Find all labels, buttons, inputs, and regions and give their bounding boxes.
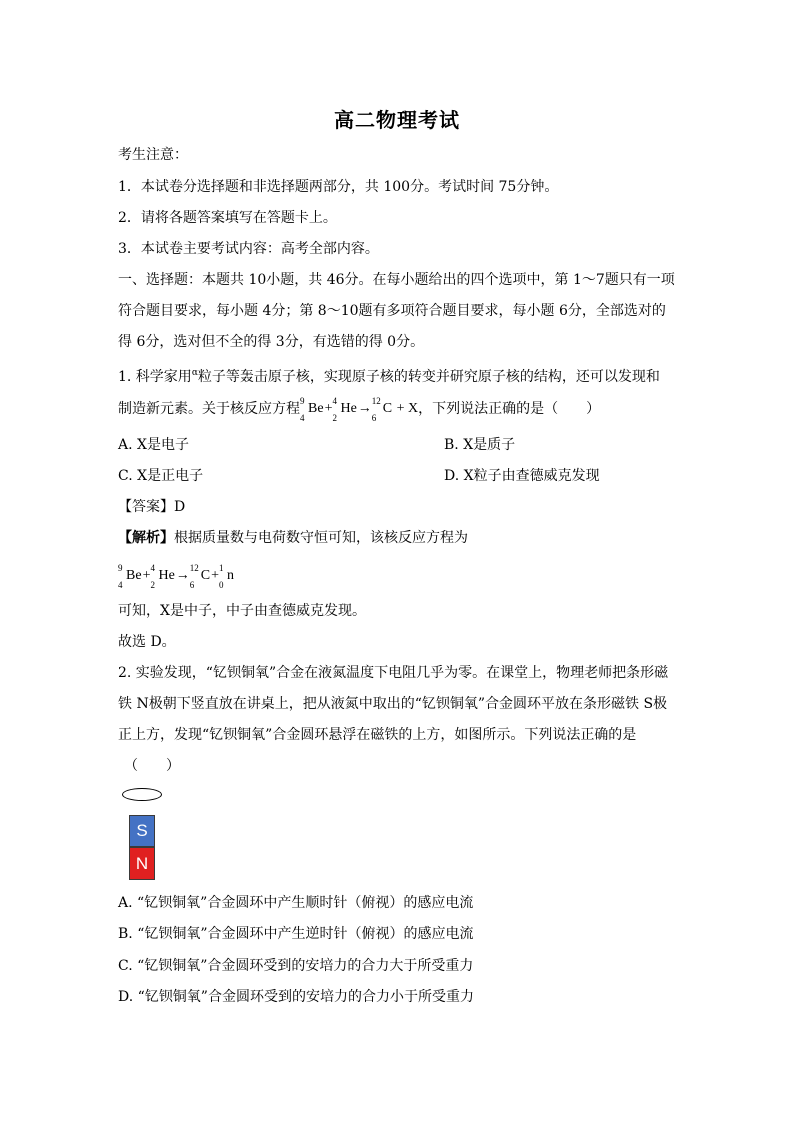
q2-option-a[interactable]: A. “钇钡铜氧”合金圆环中产生顺时针（俯视）的感应电流: [118, 895, 474, 911]
nuclide-c: 12 6 C: [189, 563, 211, 590]
notice-item: 3．本试卷主要考试内容：高考全部内容。: [118, 241, 379, 257]
q1-stem-text: 制造新元素。关于核反应方程: [118, 401, 300, 417]
q2-option-c[interactable]: C. “钇钡铜氧”合金圆环受到的安培力的合力大于所受重力: [118, 958, 474, 974]
notice-item: 1．本试卷分选择题和非选择题两部分，共 100分。考试时间 75分钟。: [118, 179, 559, 195]
analysis-text: 根据质量数与电荷数守恒可知，该核反应方程为: [174, 530, 468, 546]
q2-stem: 铁 N极朝下竖直放在讲桌上，把从液氮中取出的“钇钡铜氧”合金圆环平放在条形磁铁 S极: [118, 696, 668, 712]
q1-option-c[interactable]: C. X是正电子: [118, 468, 204, 484]
nuclide-he: 4 2 He: [332, 396, 357, 423]
section-intro: 符合题目要求，每小题 4分；第 8～10题有多项符合题目要求，每小题 6分，全部选对的: [118, 303, 666, 319]
section-intro: 一、选择题：本题共 10小题，共 46分。在每小题给出的四个选项中，第 1～7题只有一项: [118, 272, 675, 288]
section-intro: 得 6分，选对但不全的得 3分，有选错的得 0分。: [118, 334, 425, 350]
q1-option-a[interactable]: A. X是电子: [118, 437, 189, 453]
q2-stem-paren: （ ）: [124, 758, 180, 774]
q1-stem-text: 粒子等轰击原子核，实现原子核的转变并研究原子核的结构，还可以发现和: [197, 369, 660, 385]
page-title: 高二物理考试: [334, 108, 460, 132]
q1-analysis: [118, 528, 468, 548]
q1-option-d[interactable]: D. X粒子由查德威克发现: [444, 468, 600, 484]
q1-stem-line2: [118, 396, 601, 423]
nuclide-he: 4 2 He: [150, 563, 175, 590]
alloy-ring-figure: [122, 788, 162, 801]
arrow-icon: →: [357, 401, 372, 416]
magnet-s-pole: S: [129, 815, 155, 847]
nuclear-equation-full: 9 4 Be+ 4 2 He→ 12 6 C+ 1 0 n: [118, 563, 235, 590]
q2-option-d[interactable]: D. “钇钡铜氧”合金圆环受到的安培力的合力小于所受重力: [118, 989, 474, 1005]
nuclide-be: 9 4 Be: [300, 396, 324, 423]
q1-conclusion: 可知，X是中子，中子由查德威克发现。: [118, 603, 366, 619]
arrow-icon: →: [175, 568, 190, 583]
nuclide-be: 9 4 Be: [118, 563, 142, 590]
analysis-label: 【解析】: [118, 530, 174, 546]
q1-choose: 故选 D。: [118, 634, 176, 650]
q1-stem-text: 1. 科学家用: [118, 369, 192, 385]
q2-stem: 2. 实验发现，“钇钡铜氧”合金在液氮温度下电阻几乎为零。在课堂上，物理老师把条形磁: [118, 665, 669, 681]
notice-item: 2．请将各题答案填写在答题卡上。: [118, 210, 337, 226]
q1-stem-text: ，下列说法正确的是（ ）: [418, 401, 601, 417]
q1-answer: 【答案】D: [118, 499, 186, 515]
magnet-n-pole: N: [129, 847, 155, 880]
q1-stem-line1: [118, 363, 660, 387]
notice-heading: 考生注意：: [118, 147, 188, 163]
q1-equation-line: [118, 563, 235, 590]
q1-option-b[interactable]: B. X是质子: [444, 437, 516, 453]
nuclide-c: 12 6 C: [371, 396, 393, 423]
nuclear-equation: 9 4 Be+ 4 2 He→ 12 6 C + X: [300, 396, 419, 423]
q2-stem: 正上方，发现“钇钡铜氧”合金圆环悬浮在磁铁的上方，如图所示。下列说法正确的是: [118, 727, 637, 743]
alpha-symbol: α: [191, 368, 198, 378]
nuclide-n: 1 0 n: [219, 563, 235, 590]
q2-option-b[interactable]: B. “钇钡铜氧”合金圆环中产生逆时针（俯视）的感应电流: [118, 926, 474, 942]
